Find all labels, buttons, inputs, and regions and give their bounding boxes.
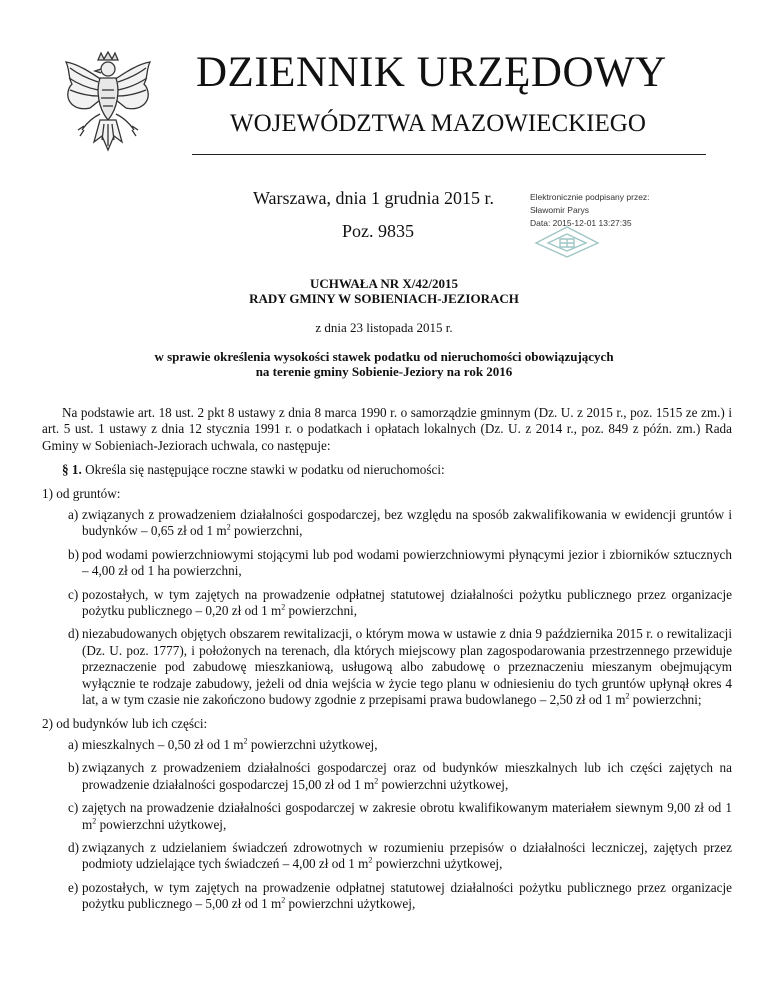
item-marker: a) [68, 736, 79, 752]
point-1: 1) od gruntów: [42, 485, 121, 501]
position-number: Poz. 9835 [342, 221, 414, 241]
signature-stamp-icon [534, 219, 600, 259]
item-text: związanych z udzielaniem świadczeń zdrowotnych w rozumieniu przepisów o działalności leczniczej, zajętych przez podmioty udzielające tych świadczeń – 4,00 zł od 1 $m^2$ powierzchni użytkowej, [82, 839, 732, 872]
paragraph-1 [42, 462, 732, 478]
signature-label: Elektronicznie podpisany przez: [530, 192, 650, 202]
eagle-emblem-icon [60, 50, 156, 162]
item-marker: a) [68, 507, 79, 523]
list-item [68, 880, 732, 913]
list-item [68, 840, 732, 873]
signature-date: Data: 2015-12-01 13:27:35 [530, 218, 632, 228]
item-marker: b) [68, 546, 79, 562]
header-divider [192, 154, 706, 155]
resolution-title [0, 276, 768, 306]
list-item [68, 547, 732, 580]
item-marker: d) [68, 626, 79, 642]
paragraph-text: Określa się następujące roczne stawki w podatku od nieruchomości: [81, 462, 445, 478]
resolution-subject [0, 349, 768, 379]
signature-name: Sławomir Parys [530, 205, 590, 215]
journal-subtitle: WOJEWÓDZTWA MAZOWIECKIEGO [230, 110, 646, 137]
item-text: pod wodami powierzchniowymi stojącymi lub pod wodami powierzchniowymi płynącymi jezior i zbiorników sztucznych – 4,00 zł od 1 ha powierzchni, [82, 546, 732, 579]
list-item [68, 760, 732, 793]
subject-line-1: w sprawie określenia wysokości stawek podatku od nieruchomości obowiązujących [154, 349, 614, 364]
resolution-council: RADY GMINY W SOBIENIACH-JEZIORACH [249, 291, 519, 306]
list-item [68, 800, 732, 833]
item-marker: e) [68, 879, 79, 895]
list-item [68, 626, 732, 708]
resolution-number: UCHWAŁA NR X/42/2015 [309, 276, 459, 291]
item-marker: c) [68, 586, 79, 602]
item-text: zajętych na prowadzenie działalności gospodarczej w zakresie obrotu kwalifikowanym materiałem siewnym 9,00 zł od 1 $m^2$ powierzchni użytkowej, [82, 800, 732, 832]
item-text: pozostałych, w tym zajętych na prowadzenie odpłatnej statutowej działalności pożytku publicznego przez organizacje pożytku publicznego – 5,00 zł od 1 $m^2$ powierzchni użytkowej, [82, 879, 732, 912]
document-body [42, 405, 732, 920]
item-text: pozostałych, w tym zajętych na prowadzenie odpłatnej statutowej działalności pożytku publicznego przez organizacje pożytku publicznego – 0,20 zł od 1 $m^2$ powierzchni, [82, 586, 732, 619]
electronic-signature [530, 191, 650, 230]
item-text: mieszkalnych – 0,50 zł od 1 $m^2$ powierzchni użytkowej, [82, 736, 378, 752]
item-text: związanych z prowadzeniem działalności gospodarczej oraz od budynków mieszkalnych lub ich części zajętych na prowadzenie działalności gospodarczej 15,00 zł od 1 $m^2$ powierzchni użytkowej, [82, 760, 732, 792]
journal-title: DZIENNIK URZĘDOWY [196, 49, 667, 96]
preamble: Na podstawie art. 18 ust. 2 pkt 8 ustawy z dnia 8 marca 1990 r. o samorządzie gminnym (Dz. U. z 2015 r., poz. 1515 ze zm.) i art. 5 ust. 1 ustawy z dnia 12 stycznia 1991 r. o podatkach i opłatach lokalnych (Dz. U. z 2014 r., poz. 849 z późn. zm.) Rada Gminy w Sobieniach-Jeziorach uchwala, co następuje: [42, 405, 732, 453]
item-text: związanych z prowadzeniem działalności gospodarczej, bez względu na sposób zakwalifikowania w ewidencji gruntów i budynków – 0,65 zł od 1 $m^2$ powierzchni, [82, 507, 732, 539]
list-item [68, 737, 732, 753]
list-item [68, 587, 732, 620]
paragraph-label: § 1. [62, 462, 82, 478]
item-text: niezabudowanych objętych obszarem rewitalizacji, o którym mowa w ustawie z dnia 9 października 2015 r. o rewitalizacji (Dz. U. poz. 1777), i położonych na terenach, dla których miejscowy plan zagospodarowania przestrzennego przewiduje przeznaczenie pod zabudowę mieszkaniową, usługową albo zabudowę o przeznaczeniu mieszanym obejmującym wyłącznie te rodzaje zabudowy, jeżeli od dnia wejścia w życie tego planu w odniesieniu do tych gruntów upłynął okres 4 lat, a w tym czasie nie zakończono budowy zgodnie z przepisami prawa budowlanego – 2,50 zł od 1 $m^2$ powierzchni; [82, 626, 732, 708]
place-date: Warszawa, dnia 1 grudnia 2015 r. [253, 188, 494, 208]
point-2: 2) od budynków lub ich części: [42, 715, 208, 731]
item-marker: b) [68, 760, 79, 776]
item-marker: c) [68, 800, 79, 816]
resolution-date: z dnia 23 listopada 2015 r. [315, 320, 453, 335]
item-marker: d) [68, 839, 79, 855]
subject-line-2: na terenie gminy Sobienie-Jeziory na rok 2016 [255, 364, 513, 379]
list-item [68, 507, 732, 540]
